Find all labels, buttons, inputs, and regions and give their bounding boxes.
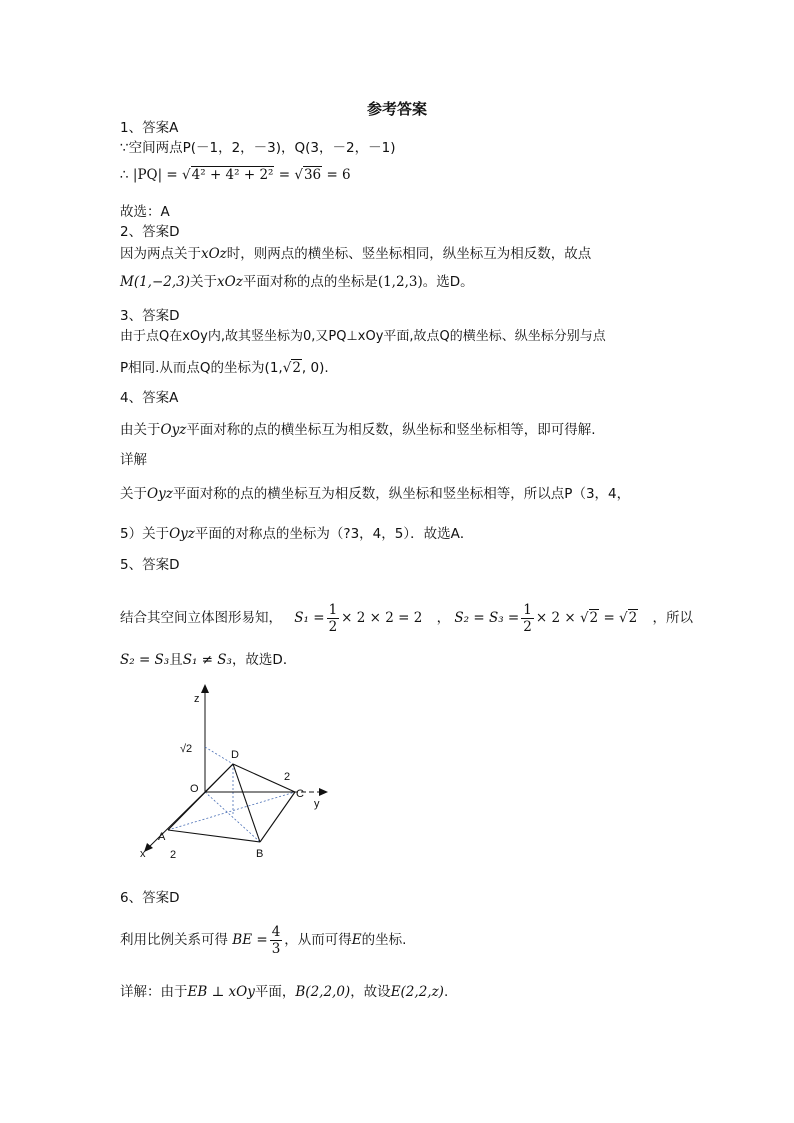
q5-line1: 结合其空间立体图形易知， S₁ = $\frac{1}{2}$ × 2 × 2 = 2 ， S₂ = S₃ = $\frac{1}{2}$ × 2 × √2 = √2 ，所以 <box>120 601 694 635</box>
q4-detail: 详解 <box>120 452 147 468</box>
q3-line1: 由于点Q在xOy内,故其竖坐标为0,又PQ⊥xOy平面,故点Q的横坐标、纵坐标分别与点 <box>120 329 606 344</box>
fraction: $\frac{1}{2}$ <box>523 601 532 635</box>
q4-line2: 关于Oyz平面对称的点的横坐标互为相反数，纵坐标和竖坐标相等，所以点P（3，4， <box>120 486 631 502</box>
label-o: O <box>190 783 199 795</box>
sqrt-expression: √4² + 4² + 2² <box>182 167 274 183</box>
q3-line2: P相同.从而点Q的坐标为(1,√2, 0). <box>120 360 329 376</box>
sqrt-expression: √2 <box>282 360 301 376</box>
q2-line2: M(1,−2,3)关于xOz平面对称的点的坐标是(1,2,3)。选D。 <box>120 274 474 290</box>
edge-d-b <box>233 764 260 842</box>
label-sqrt2: √2 <box>180 743 193 755</box>
q1-given: ∵空间两点P(－1，2，－3)，Q(3，－2，－1) <box>120 140 396 156</box>
q5-heading: 5、答案D <box>120 557 180 573</box>
q6-heading: 6、答案D <box>120 890 180 906</box>
q5-line2: S₂ = S₃且S₁ ≠ S₃，故选D． <box>120 652 297 668</box>
q6-line2: 详解：由于EB ⊥ xOy平面，B(2,2,0)，故设E(2,2,z). <box>120 984 449 1000</box>
q4-heading: 4、答案A <box>120 390 179 406</box>
q1-formula: ∴ |PQ| = √4² + 4² + 2² = √36 = 6 <box>120 167 351 183</box>
label-a: A <box>158 831 166 843</box>
edge-b-c <box>260 792 295 842</box>
z-axis-arrow <box>201 684 209 693</box>
fraction: $\frac{4}{3}$ <box>271 923 281 957</box>
fraction: $\frac{1}{2}$ <box>328 601 338 635</box>
label-y: y <box>314 798 320 810</box>
y-axis-arrow <box>319 788 328 796</box>
q2-line1: 因为两点关于xOz时，则两点的横坐标、竖坐标相同，纵坐标互为相反数，故点 <box>120 246 592 262</box>
label-b: B <box>256 848 264 860</box>
label-x: x <box>140 848 146 860</box>
page-title: 参考答案 <box>366 100 427 118</box>
q4-line3: 5）关于Oyz平面的对称点的坐标为（?3，4，5）．故选A． <box>120 526 474 542</box>
sqrt-expression: √36 <box>294 167 322 183</box>
label-two-bottom: 2 <box>170 849 177 861</box>
sqrt-expression: √2 <box>619 610 638 626</box>
q6-line1: 利用比例关系可得 BE = $\frac{4}{3}$ ，从而可得E的坐标. <box>120 923 407 957</box>
label-d: D <box>231 749 239 761</box>
sqrt-expression: √2 <box>579 610 599 626</box>
sqrt2-level-line <box>205 747 233 764</box>
pyramid-figure <box>130 680 350 865</box>
q2-heading: 2、答案D <box>120 224 180 240</box>
label-two-top: 2 <box>284 771 291 783</box>
q1-conclusion: 故选：A <box>120 204 170 220</box>
q1-heading: 1、答案A <box>120 120 179 136</box>
q4-line1: 由关于Oyz平面对称的点的横坐标互为相反数，纵坐标和竖坐标相等，即可得解. <box>120 422 596 438</box>
label-z: z <box>194 693 200 705</box>
edge-a-b <box>168 830 260 842</box>
label-c: C <box>296 788 304 800</box>
q3-heading: 3、答案D <box>120 308 180 324</box>
